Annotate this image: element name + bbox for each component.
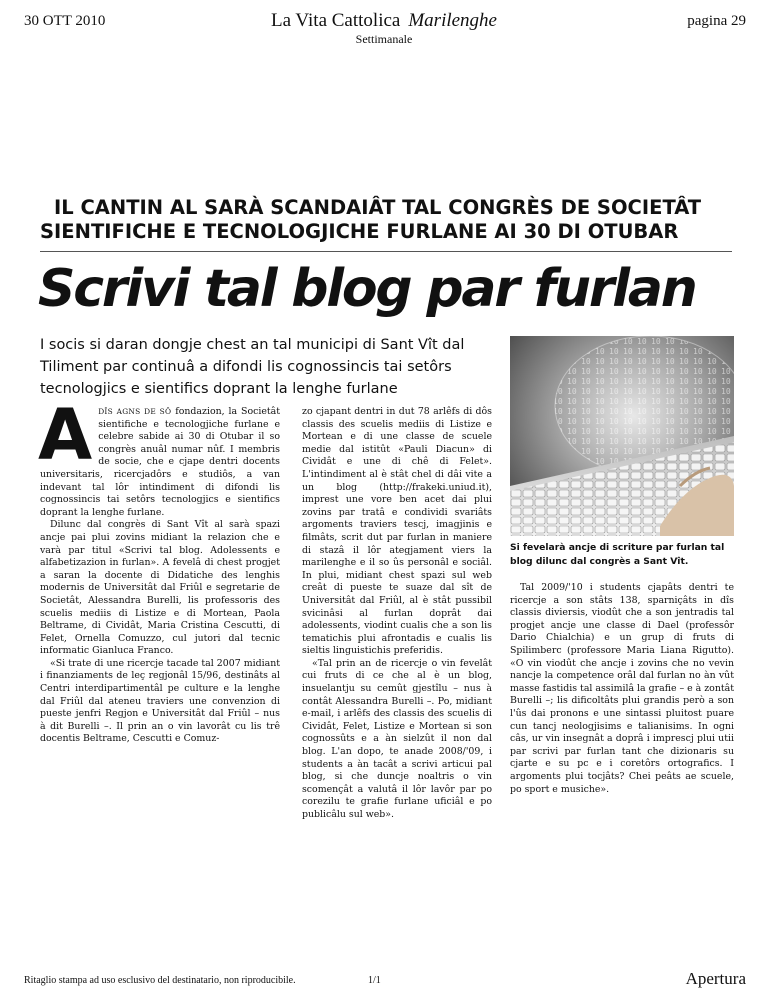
article-column-2 bbox=[302, 406, 492, 822]
paragraph: Tal 2009/'10 i students cjapâts dentri te ricercje a son stâts 138, sparniçâts in dîs classis diviersis, viodût che a son jentradis tal progjet ancje une classe di Dael (professôr Dario Chialchia) e un grup di fruts di Spilimberc (professore Maria Liana Rigutto). «O vin viodût che ancje i zovins che no vevin nancje la competence orâl dal furlan no àn vût masse fastidis tal assimilâ la grafie – e à zontât Burelli –; lis dificoltâts plui grandis però a son l'ûs dai pronons e une sintassi pluitost puare cun tancj neologjisims e talianisims. In ogni câs, ur vin insegnât a doprâ i imprescj plui utii par scrivi par furlan tant che dizionaris su cjarte e su pc e i coretôrs ortografics. I argoments plui tocjâts? Chei peâts ae scuele, po sport e musiche». bbox=[510, 582, 734, 795]
issue-date: 30 OTT 2010 bbox=[24, 13, 106, 29]
article-photo bbox=[510, 336, 734, 536]
footer-disclaimer: Ritaglio stampa ad uso esclusivo del destinatario, non riproducibile. bbox=[24, 975, 296, 986]
publication-title bbox=[0, 10, 768, 32]
masthead bbox=[0, 10, 768, 47]
lead-paragraph bbox=[38, 394, 281, 519]
article-standfirst: I socis si daran dongje chest an tal municipi di Sant Vît dal Tiliment par continuâ a difondi lis cognossincis tai setôrs tecnologjics e sientifics doprant la lenghe furlane bbox=[40, 337, 465, 397]
lead-smallcaps: DÎS AGNS DE SÔ bbox=[98, 407, 172, 416]
footer-page-count: 1/1 bbox=[368, 975, 381, 986]
paragraph: «Tal prin an de ricercje o vin fevelât cui fruts di ce che al è un blog, insuelantju su cemût gjestîlu – nus à contât Alessandra Burelli –. Po, midiant e-mail, i arlêfs des classis des scuelis di Cividât, Felet, Listize e Mortean si son cognossûts e a àn sielzût il non dal blog. L'an dopo, te anade 2008/'09, i students a àn tacât a scrivi articui pal blog, si che duncje noaltris o vin scomençât a valutâ il lôr lavôr par po corezilu te grafie furlane uficiâl e po publicâlu sul web». bbox=[302, 657, 492, 820]
article-kicker bbox=[40, 196, 730, 244]
keyboard-globe-illustration bbox=[510, 336, 734, 536]
publication-subtitle: Settimanale bbox=[355, 32, 413, 46]
drop-cap: A bbox=[38, 394, 93, 476]
photo-caption: Si fevelarà ancje di scriture par furlan tal blog dilunc dal congrès a Sant Vît. bbox=[510, 542, 725, 567]
kicker-line-1: IL CANTIN AL SARÀ SCANDAIÂT TAL CONGRÈS DE SOCIETÂT bbox=[54, 196, 702, 219]
footer-section: Apertura bbox=[685, 969, 746, 988]
publication-name: La Vita Cattolica bbox=[270, 10, 401, 31]
article-headline: Scrivi tal blog par furlan bbox=[38, 259, 696, 319]
article-column-3 bbox=[510, 582, 734, 796]
paragraph: zo cjapant dentri in dut 78 arlêfs di dôs classis des scuelis mediis di Listize e Mortean e di une classe de scuele medie dal istitût «Pauli Diacun» di Cividât e une di chê di Felet». L'intindiment al è stât chel di dâi vite a un blog (http://frakeki.uniud.it), imprest une vore ben acet dai plui zovins par tratâ e condividi svariâts argoments traviers tescj, imagjinis e filmâts, scrit dut par furlan in maniere di stazâ il lôr ategjament viers la marilenghe e il so ûs personâl e sociâl. In plui, midiant chest spazi sul web creât di pueste te suaze dal sît de Universitât dal Friûl, al è stât pussibil svicinâsi al furlan doprât dai adolessents, viodint cualis che a son lis tematichis plui afrontadis e cualis lis sieltis linguistichis preferidis. bbox=[302, 406, 492, 657]
article-column-1 bbox=[38, 394, 281, 746]
headline-rule bbox=[40, 251, 732, 252]
lead-text: fondazion, la Societât sientifiche e tecnologjiche furlane e celebre sabide ai 30 di Otubar il so congrès anuâl numar nûf. I membris de socie, che e cjape dentri docents universitaris, ricercjadôrs e studiôs, a van indevant tal lôr intindiment di difondi lis cognossincis tai setôrs tecnologjics e sientifics doprant la lenghe furlane. bbox=[40, 406, 281, 518]
paragraph: Dilunc dal congrès di Sant Vît al sarà spazi ancje pai plui zovins midiant la relazion che e varà par titul «Scrivi tal blog. Adolessents e alfabetizazion in furlan». A fevelâ di chest progjet a saran la docente di Didatiche des lenghis modernis de Universitât dal Friûl e segretarie de Societât, Alessandra Burelli, lis professoris des scuelis mediis di Listize e di Mortean, Paola Beltrame, di Cividât, Maria Cristina Cescutti, di Felet, Ornella Comuzzo, cul jutori dal tecnic informatic Gianluca Franco. bbox=[40, 519, 280, 657]
kicker-line-2: SIENTIFICHE E TECNOLOGJICHE FURLANE AI 30 DI OTUBAR bbox=[40, 220, 679, 243]
section-name: Marilenghe bbox=[408, 10, 497, 31]
page-number: pagina 29 bbox=[687, 13, 746, 29]
paragraph: «Si trate di une ricercje tacade tal 2007 midiant i finanziaments de leç regjonâl 15/96, destinâts al Centri interdipartimentâl pe culture e la lenghe dal Friûl dal ateneu traviers une convenzion di pueste jenfri Regjon e Universitât dal Friûl – nus à dit Burelli –. Il prin an o vin lavorât cu lis trê docentis Beltrame, Cescutti e Comuz- bbox=[40, 657, 280, 745]
